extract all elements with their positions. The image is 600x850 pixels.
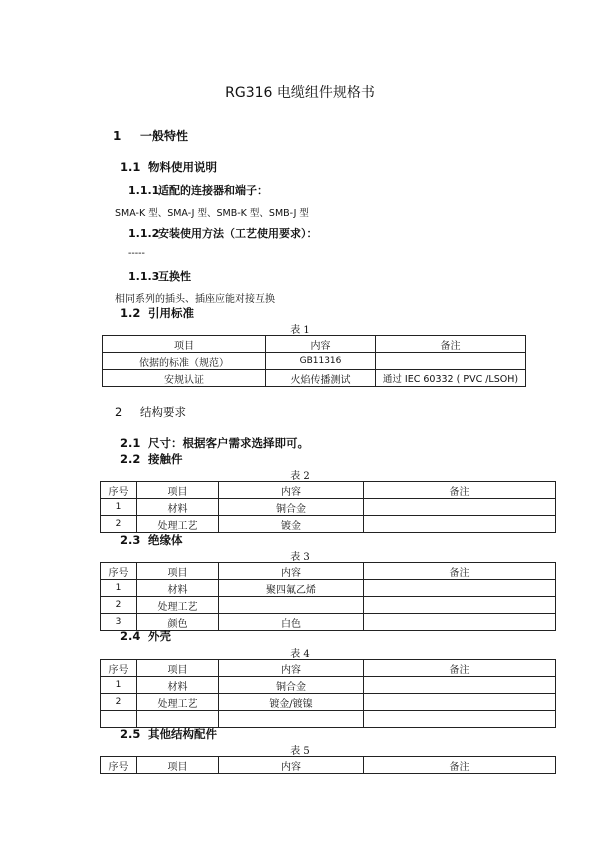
section-label: 适配的连接器和端子： (158, 184, 268, 197)
table-cell: 通过 IEC 60332 ( PVC /LSOH) (376, 370, 526, 387)
table-5 (100, 756, 556, 774)
table-header-cell: 内容 (219, 660, 364, 677)
table-cell (364, 499, 556, 516)
table-header-cell: 序号 (101, 563, 137, 580)
table-header-row (101, 482, 556, 499)
table-header-row (101, 660, 556, 677)
install-method-text: ----- (128, 248, 145, 259)
table-header-row (101, 563, 556, 580)
table-row (101, 516, 556, 533)
section-2-3-heading (120, 532, 183, 548)
section-1-1-2-heading (128, 225, 318, 241)
table-cell: 材料 (137, 677, 219, 694)
table-cell: GB11316 (266, 353, 376, 370)
table-cell: 镀金/镀镍 (219, 694, 364, 711)
table-5-caption: 表 5 (290, 746, 310, 757)
table-header-cell: 内容 (266, 336, 376, 353)
section-number: 2.1 (120, 436, 141, 450)
table-cell: 1 (101, 580, 137, 597)
table-header-cell: 内容 (219, 757, 364, 774)
table-header-row (101, 757, 556, 774)
table-2-caption: 表 2 (290, 471, 310, 482)
section-label: 物料使用说明 (148, 160, 217, 174)
section-label: 接触件 (148, 452, 183, 466)
table-cell: 材料 (137, 580, 219, 597)
table-cell: 镀金 (219, 516, 364, 533)
section-number: 1 (113, 129, 122, 143)
table-row (101, 580, 556, 597)
table-header-cell: 备注 (364, 757, 556, 774)
table-header-cell: 项目 (137, 757, 219, 774)
section-1-1-3-heading (128, 268, 191, 284)
table-row (101, 677, 556, 694)
table-row (103, 353, 526, 370)
table-cell: 1 (101, 677, 137, 694)
table-header-cell: 备注 (364, 482, 556, 499)
table-header-cell: 内容 (219, 482, 364, 499)
section-label: 结构要求 (140, 405, 186, 419)
table-cell: 3 (101, 614, 137, 631)
table-cell: 火焰传播测试 (266, 370, 376, 387)
table-1-caption: 表 1 (290, 325, 310, 336)
table-2 (100, 481, 556, 533)
table-row (101, 499, 556, 516)
table-cell: 白色 (219, 614, 364, 631)
table-header-cell: 备注 (376, 336, 526, 353)
table-cell: 安规认证 (103, 370, 266, 387)
table-cell (364, 614, 556, 631)
section-number: 2.5 (120, 727, 141, 741)
table-4-caption: 表 4 (290, 649, 310, 660)
interchangeability-text: 相同系列的插头、插座应能对接互换 (115, 294, 275, 305)
table-cell (137, 711, 219, 728)
table-header-cell: 内容 (219, 563, 364, 580)
table-cell (364, 694, 556, 711)
section-1-2-heading (120, 305, 194, 321)
table-header-cell: 备注 (364, 660, 556, 677)
section-number: 1.1 (120, 160, 141, 174)
table-header-cell: 项目 (137, 563, 219, 580)
table-row (101, 711, 556, 728)
section-number: 2.4 (120, 629, 141, 643)
section-2-2-heading (120, 451, 183, 467)
table-cell: 处理工艺 (137, 516, 219, 533)
table-header-cell: 序号 (101, 482, 137, 499)
section-number: 1.2 (120, 306, 141, 320)
section-number: 1.1.3 (128, 270, 160, 283)
section-label: 安装使用方法（工艺使用要求）： (158, 227, 318, 240)
table-row (101, 694, 556, 711)
table-cell: 2 (101, 597, 137, 614)
table-cell: 2 (101, 694, 137, 711)
table-header-cell: 序号 (101, 757, 137, 774)
section-2-heading (115, 404, 186, 420)
table-cell: 处理工艺 (137, 694, 219, 711)
section-1-heading (113, 127, 188, 144)
section-number: 2 (115, 405, 123, 419)
table-cell: 2 (101, 516, 137, 533)
section-label: 引用标准 (148, 306, 194, 320)
table-4 (100, 659, 556, 728)
section-label: 其他结构配件 (148, 727, 217, 741)
section-number: 2.3 (120, 533, 141, 547)
table-cell (364, 597, 556, 614)
table-cell (364, 580, 556, 597)
table-1 (102, 335, 526, 387)
section-label: 绝缘体 (148, 533, 183, 547)
table-header-cell: 项目 (103, 336, 266, 353)
table-cell: 聚四氟乙烯 (219, 580, 364, 597)
table-header-row (103, 336, 526, 353)
table-cell (219, 597, 364, 614)
table-cell: 材料 (137, 499, 219, 516)
section-number: 1.1.2 (128, 227, 160, 240)
section-label: 一般特性 (140, 129, 189, 143)
table-cell: 铜合金 (219, 677, 364, 694)
table-cell (101, 711, 137, 728)
table-cell: 颜色 (137, 614, 219, 631)
section-2-4-heading (120, 628, 171, 644)
section-label: 互换性 (158, 270, 191, 283)
connector-types-text: SMA-K 型、SMA-J 型、SMB-K 型、SMB-J 型 (115, 208, 309, 219)
table-cell: 处理工艺 (137, 597, 219, 614)
table-3-caption: 表 3 (290, 552, 310, 563)
section-number: 2.2 (120, 452, 141, 466)
table-cell: 铜合金 (219, 499, 364, 516)
document-title: RG316 电缆组件规格书 (225, 85, 375, 101)
table-row (101, 597, 556, 614)
section-1-1-heading (120, 159, 217, 175)
table-cell (219, 711, 364, 728)
section-label: 尺寸：根据客户需求选择即可。 (148, 436, 309, 450)
table-cell (376, 353, 526, 370)
table-3 (100, 562, 556, 631)
table-header-cell: 项目 (137, 482, 219, 499)
section-2-1-heading (120, 435, 309, 451)
table-header-cell: 备注 (364, 563, 556, 580)
section-number: 1.1.1 (128, 184, 160, 197)
section-label: 外壳 (148, 629, 171, 643)
table-cell: 依据的标准（规范） (103, 353, 266, 370)
table-cell (364, 677, 556, 694)
table-cell (364, 711, 556, 728)
table-row (103, 370, 526, 387)
table-cell: 1 (101, 499, 137, 516)
table-cell (364, 516, 556, 533)
section-1-1-1-heading (128, 182, 268, 198)
table-header-cell: 序号 (101, 660, 137, 677)
table-header-cell: 项目 (137, 660, 219, 677)
section-2-5-heading (120, 726, 217, 742)
